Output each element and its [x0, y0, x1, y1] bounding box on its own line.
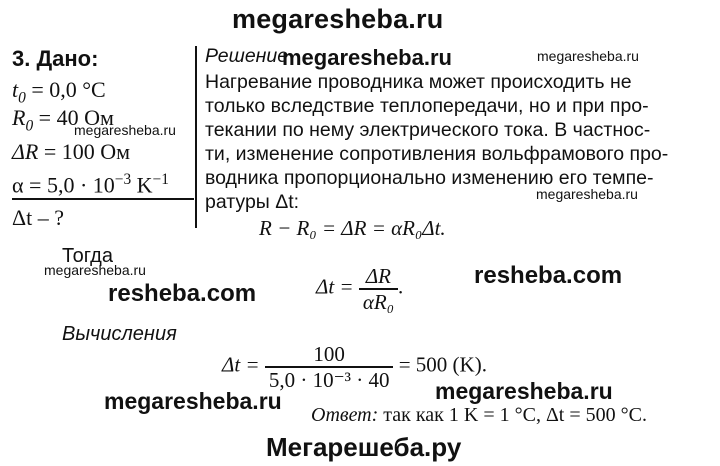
solution-watermark: megaresheba.ru	[282, 45, 452, 70]
answer-line: Ответ: так как 1 K = 1 °C, Δt = 500 °C.	[311, 404, 647, 426]
small-watermark-given: megaresheba.ru	[74, 122, 176, 138]
bottom-left-watermark: megaresheba.ru	[104, 388, 282, 414]
given-t0: $t_0 = 0,0$ °C	[12, 77, 106, 107]
small-watermark-top-right: megaresheba.ru	[537, 48, 639, 64]
equation-calc: Δt = $\frac{100}{\text{5,0 · 10⁻³ · 40}}$ = 500 (K).	[222, 342, 487, 392]
calc-label: Вычисления	[62, 323, 177, 345]
then-label: Тогда	[62, 245, 113, 267]
header-watermark: megaresheba.ru	[232, 4, 444, 34]
fraction-delta-r: $\frac{\Delta R}{\text{αR₀}}$	[359, 264, 398, 314]
small-watermark-left: megaresheba.ru	[44, 262, 146, 278]
given-r0: $R_0 = 40$ Ом	[12, 105, 114, 135]
solution-line-3: текании по нему электрического тока. В частнос-	[205, 119, 651, 141]
resheba-watermark-left: resheba.com	[108, 280, 257, 307]
small-watermark-right-mid: megaresheba.ru	[536, 186, 638, 202]
given-dr: ΔR = 100 Ом	[12, 139, 131, 164]
solution-line-5: водника пропорционально изменению его темпе-	[205, 167, 654, 189]
given-vertical-divider	[195, 46, 197, 228]
given-alpha: $\alpha = 5,0 \cdot 10^{-3}$ $K^{-1}$	[12, 171, 169, 198]
resheba-watermark-right: resheba.com	[474, 262, 623, 289]
solution-line-1: Нагревание проводника может происходить не	[205, 71, 632, 93]
bottom-right-watermark: megaresheba.ru	[435, 378, 613, 404]
footer-watermark: Мегарешеба.ру	[266, 432, 462, 462]
fraction-calc: $\frac{100}{\text{5,0 · 10⁻³ · 40}}$	[265, 342, 394, 392]
solution-line-2: только вследствие теплопередачи, но и при про-	[205, 95, 649, 117]
given-title: 3. Дано:	[12, 46, 99, 71]
solution-heading: Решение	[205, 45, 289, 67]
solution-line-6: ратуры Δt:	[205, 191, 300, 213]
given-divider	[12, 198, 194, 200]
equation-delta-t: Δt = $\frac{\Delta R}{\text{αR₀}}$ .	[316, 264, 404, 314]
equation-resistance: R − R₀ = ΔR = αR₀Δt.	[259, 216, 446, 240]
solution-line-4: ти, изменение сопротивления вольфрамового про-	[205, 143, 669, 165]
given-find: Δt – ?	[12, 205, 65, 230]
